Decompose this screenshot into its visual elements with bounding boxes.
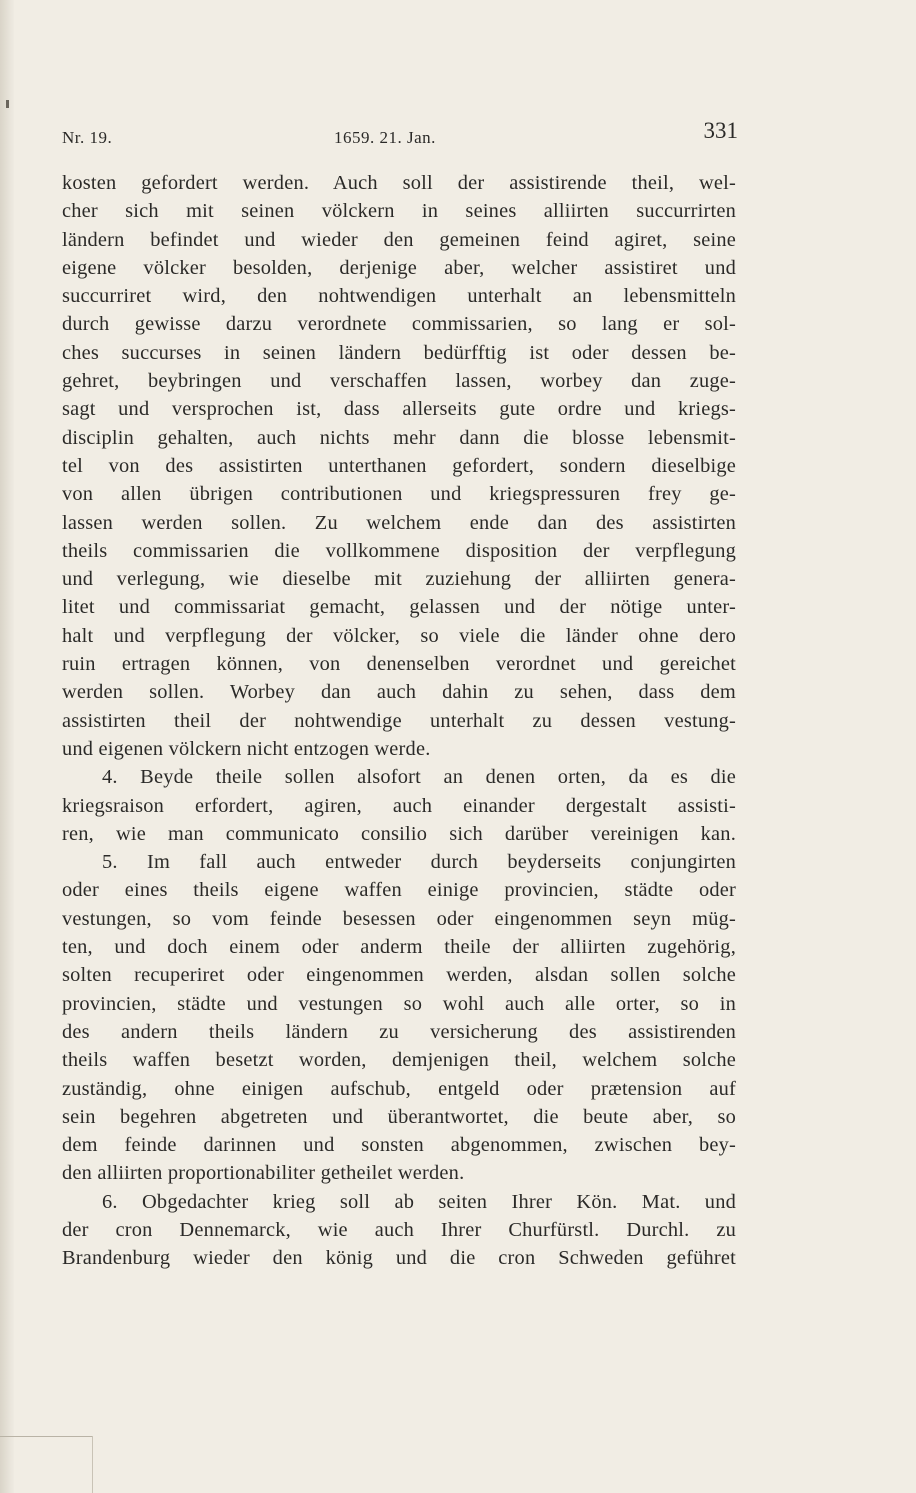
- page-edge: [0, 0, 14, 1493]
- text-line: den alliirten proportionabiliter getheilet werden.: [62, 1162, 465, 1185]
- text-line: ches succurses in seinen ländern bedürfftig ist oder dessen be-: [62, 341, 736, 364]
- text-line: Brandenburg wieder den könig und die cron Schweden geführet: [62, 1247, 736, 1270]
- text-line: ren, wie man communicato consilio sich darüber vereinigen kan.: [62, 822, 736, 845]
- text-line: zuständig, ohne einigen aufschub, entgeld oder prætension auf: [62, 1077, 736, 1100]
- text-line: tel von des assistirten unterthanen gefordert, sondern dieselbige: [62, 454, 736, 477]
- text-line: durch gewisse darzu verordnete commissarien, so lang er sol-: [62, 313, 736, 336]
- text-line: vestungen, so vom feinde besessen oder eingenommen seyn müg-: [62, 907, 736, 930]
- text-line: disciplin gehalten, auch nichts mehr dann die blosse lebensmit-: [62, 426, 736, 449]
- text-line: von allen übrigen contributionen und kriegspressuren frey ge-: [62, 483, 736, 506]
- body-text: [62, 169, 736, 1273]
- text-line: sein begehren abgetreten und überantwortet, die beute aber, so: [62, 1105, 736, 1128]
- text-line: 4. Beyde theile sollen alsofort an denen orten, da es die: [102, 766, 736, 789]
- text-line: und eigenen völckern nicht entzogen werde.: [62, 737, 431, 760]
- document-date: 1659. 21. Jan.: [334, 128, 436, 147]
- text-line: litet und commissariat gemacht, gelassen und der nötige unter-: [62, 596, 736, 619]
- text-line: 6. Obgedachter krieg soll ab seiten Ihrer Kön. Mat. und: [102, 1190, 736, 1213]
- text-line: provincien, städte und vestungen so wohl auch alle orter, so in: [62, 992, 736, 1015]
- text-line: ten, und doch einem oder anderm theile der alliirten zugehörig,: [62, 936, 736, 959]
- text-line: lassen werden sollen. Zu welchem ende dan des assistirten: [62, 511, 736, 534]
- text-line: und verlegung, wie dieselbe mit zuziehung der alliirten genera-: [62, 568, 736, 591]
- page-number: 331: [703, 118, 738, 143]
- text-line: theils waffen besetzt worden, demjenigen theil, welchem solche: [62, 1049, 736, 1072]
- text-line: der cron Dennemarck, wie auch Ihrer Churfürstl. Durchl. zu: [62, 1218, 736, 1241]
- text-line: assistirten theil der nohtwendige unterhalt zu dessen vestung-: [62, 709, 736, 732]
- page-header: [62, 118, 738, 148]
- page-divider: [0, 1436, 92, 1437]
- text-line: kriegsraison erfordert, agiren, auch einander dergestalt assisti-: [62, 794, 736, 817]
- page-divider-vertical: [92, 1436, 93, 1493]
- text-line: sagt und versprochen ist, dass allerseits gute ordre und kriegs-: [62, 398, 736, 421]
- text-line: oder eines theils eigene waffen einige provincien, städte oder: [62, 879, 736, 902]
- text-line: dem feinde darinnen und sonsten abgenommen, zwischen bey-: [62, 1134, 736, 1157]
- text-line: succurriret wird, den nohtwendigen unterhalt an lebensmitteln: [62, 285, 736, 308]
- text-line: eigene völcker besolden, derjenige aber, welcher assistiret und: [62, 256, 736, 279]
- document-number: Nr. 19.: [62, 128, 113, 147]
- text-line: 5. Im fall auch entweder durch beyderseits conjungirten: [102, 851, 736, 874]
- text-line: des andern theils ländern zu versicherung des assistirenden: [62, 1020, 736, 1043]
- scan-mark: [6, 100, 9, 108]
- text-line: ruin ertragen können, von denenselben verordnet und gereichet: [62, 653, 736, 676]
- text-line: gehret, beybringen und verschaffen lassen, worbey dan zuge-: [62, 370, 736, 393]
- text-line: cher sich mit seinen völckern in seines alliirten succurrirten: [62, 200, 736, 223]
- text-line: halt und verpflegung der völcker, so viele die länder ohne dero: [62, 624, 736, 647]
- text-line: werden sollen. Worbey dan auch dahin zu sehen, dass dem: [62, 681, 736, 704]
- text-line: ländern befindet und wieder den gemeinen feind agiret, seine: [62, 228, 736, 251]
- text-line: theils commissarien die vollkommene disposition der verpflegung: [62, 539, 736, 562]
- text-line: solten recuperiret oder eingenommen werden, alsdan sollen solche: [62, 964, 736, 987]
- text-line: kosten gefordert werden. Auch soll der assistirende theil, wel-: [62, 172, 736, 194]
